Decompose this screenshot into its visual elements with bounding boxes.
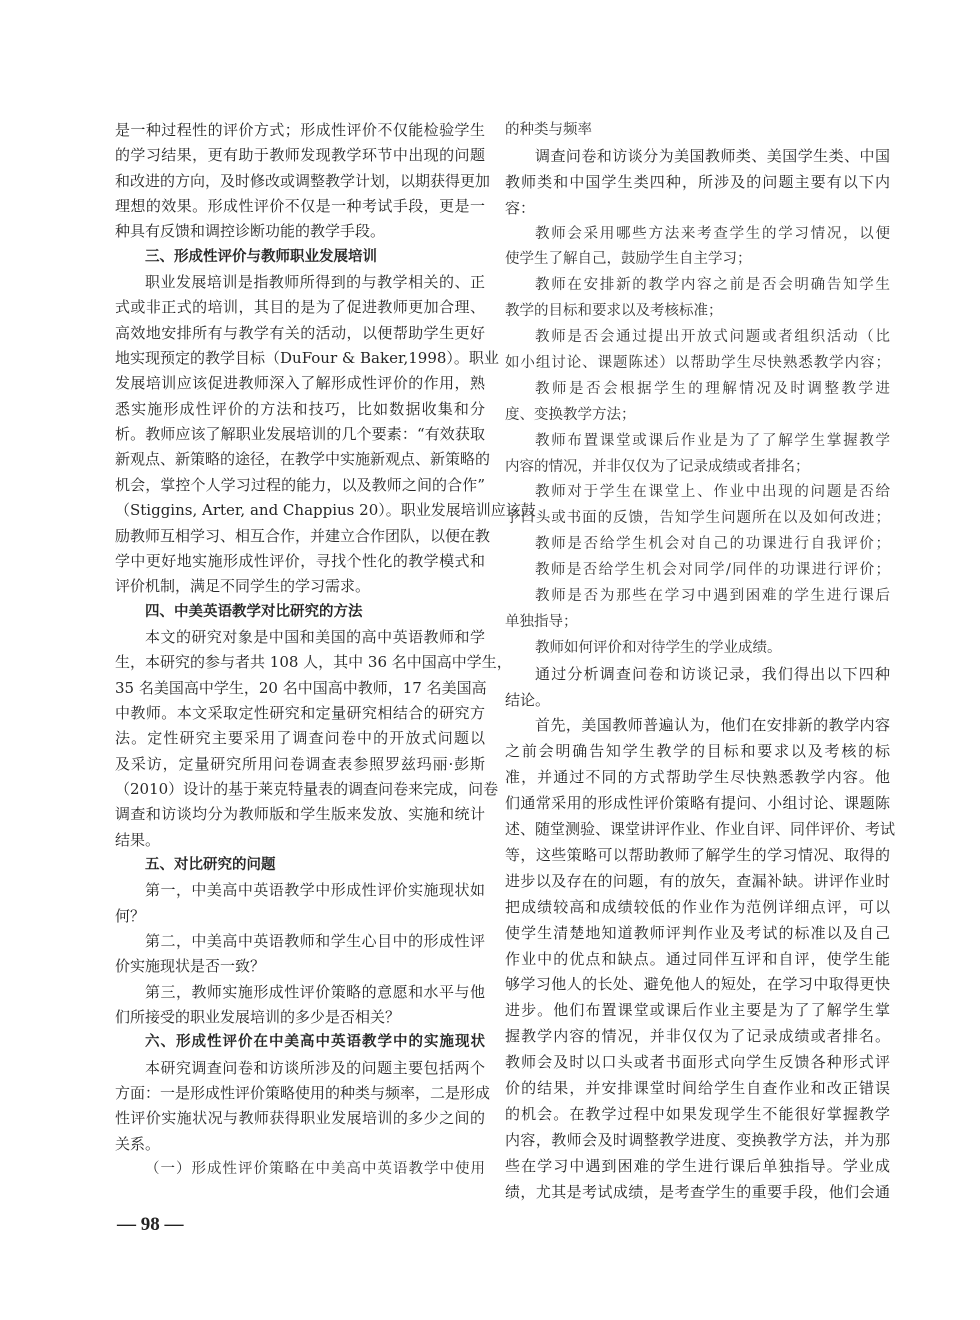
text-line: 式或非正式的培训，其目的是为了促进教师更加合理、 (115, 298, 485, 317)
text-line: 调查问卷和访谈分为美国教师类、美国学生类、中国 (535, 146, 890, 165)
text-line: （2010）设计的基于莱克特量表的调查问卷来完成，问卷 (115, 779, 499, 798)
text-line: 教师是否会根据学生的理解情况及时调整教学进 (535, 380, 890, 397)
text-line: 结果。 (115, 830, 161, 849)
text-line: 何？ (115, 906, 146, 925)
text-line: 第一，中美高中英语教学中形成性评价实施现状如 (145, 881, 485, 900)
section-heading: 五、对比研究的问题 (145, 856, 276, 873)
text-line: 教师是否为那些在学习中遇到困难的学生进行课后 (535, 588, 890, 605)
text-line: 学中更好地实施形成性评价，寻找个性化的教学模式和 (115, 551, 485, 570)
text-line: 度、变换教学方法； (505, 406, 636, 423)
text-line: 教学的目标和要求以及考核标准； (505, 303, 723, 320)
text-line: 通过分析调查问卷和访谈记录，我们得出以下四种 (535, 664, 890, 683)
text-line: 够学习他人的长处、避免他人的短处，在学习中取得更快 (505, 975, 890, 994)
text-line: 容： (505, 198, 536, 217)
text-line: 内容，教师会及时调整教学进度、变换教学方法，并为那 (505, 1130, 890, 1149)
text-line: 首先，美国教师普遍认为，他们在安排新的教学内容 (535, 716, 890, 735)
text-line: 的机会。在教学过程中如果发现学生不能很好掌握教学 (505, 1104, 890, 1123)
text-line: 职业发展培训是指教师所得到的与教学相关的、正 (145, 273, 485, 292)
text-line: 教师如何评价和对待学生的学业成绩。 (535, 639, 782, 656)
text-line: 准，并通过不同的方式帮助学生尽快熟悉教学内容。他 (505, 768, 890, 787)
text-line: 调查和访谈均分为教师版和学生版来发放、实施和统计 (115, 805, 485, 824)
text-line: 法。定性研究主要采用了调查问卷中的开放式问题以 (115, 729, 485, 748)
section-heading: 六、形成性评价在中美高中英语教学中的实施现状 (145, 1034, 485, 1051)
text-line: 们所接受的职业发展培训的多少是否相关？ (115, 1008, 401, 1027)
text-line: 发展培训应该促进教师深入了解形成性评价的作用，熟 (115, 374, 485, 393)
page-number: — 98 — (117, 1214, 184, 1235)
text-line: 教师布置课堂或课后作业是为了了解学生掌握教学 (535, 432, 890, 449)
text-line: 绩，尤其是考试成绩，是考查学生的重要手段，他们会通 (505, 1182, 890, 1201)
text-line: 中教师。本文采取定性研究和定量研究相结合的研究方 (115, 703, 485, 722)
text-line: 机会，掌控个人学习过程的能力，以及教师之间的合作” (115, 475, 485, 494)
text-line: 和改进的方向，及时修改或调整教学计划，以期获得更加 (115, 171, 491, 190)
text-line: 使学生了解自己，鼓励学生自主学习； (505, 251, 752, 268)
text-line: 生，本研究的参与者共 108 人，其中 36 名中国高中学生， (115, 653, 512, 672)
text-line: 教师会采用哪些方法来考查学生的学习情况，以便 (535, 225, 890, 242)
text-line: 教师在安排新的教学内容之前是否会明确告知学生 (535, 277, 890, 294)
text-line: 本文的研究对象是中国和美国的高中英语教师和学 (145, 627, 485, 646)
text-line: 价的结果，并安排课堂时间给学生自查作业和改正错误 (505, 1078, 890, 1097)
text-line: 析。教师应该了解职业发展培训的几个要素：“有效获取 (115, 425, 485, 444)
text-line: 教师会及时以口头或者书面形式向学生反馈各种形式评 (505, 1053, 890, 1072)
text-line: 进步以及存在的问题，有的放矢，查漏补缺。讲评作业时 (505, 871, 890, 890)
text-line: （一）形成性评价策略在中美高中英语教学中使用 (145, 1161, 485, 1178)
section-heading: 四、中美英语教学对比研究的方法 (145, 603, 363, 620)
text-line: 们通常采用的形成性评价策略有提问、小组讨论、课题陈 (505, 794, 890, 813)
text-line: 述、随堂测验、课堂讲评作业、作业自评、同伴评价、考试 (505, 820, 896, 839)
text-line: 第三，教师实施形成性评价策略的意愿和水平与他 (145, 982, 485, 1001)
text-line: 关系。 (115, 1134, 161, 1153)
text-line: 之前会明确告知学生教学的目标和要求以及考核的标 (505, 742, 890, 761)
text-line: 性评价实施状况与教师获得职业发展培训的多少之间的 (115, 1109, 485, 1128)
text-line: 结论。 (505, 690, 551, 709)
text-line: 的种类与频率 (505, 122, 592, 138)
text-line: 是一种过程性的评价方式；形成性评价不仅能检验学生 (115, 121, 485, 139)
text-line: 教师是否会通过提出开放式问题或者组织活动（比 (535, 329, 890, 346)
text-line: 作业中的优点和缺点。通过同伴互评和自评，使学生能 (505, 949, 890, 968)
text-line: 单独指导； (505, 613, 578, 630)
text-line: 悉实施形成性评价的方法和技巧，比如数据收集和分 (115, 399, 485, 418)
text-line: 第二，中美高中英语教师和学生心目中的形成性评 (145, 932, 485, 950)
text-line: 内容的情况，并非仅仅为了记录成绩或者排名； (505, 458, 810, 475)
text-line: 35 名美国高中学生，20 名中国高中教师，17 名美国高 (115, 678, 487, 697)
text-line: 及采访，定量研究所用问卷调查表参照罗兹玛丽·彭斯 (115, 754, 485, 773)
text-line: 握教学内容的情况，并非仅仅为了记录成绩或者排名。 (505, 1027, 890, 1046)
text-line: 价实施现状是否一致？ (115, 957, 266, 976)
text-line: 进步。他们布置课堂或课后作业主要是为了了解学生掌 (505, 1001, 890, 1020)
text-line: 高效地安排所有与教学有关的活动，以便帮助学生更好 (115, 323, 485, 342)
text-line: 予口头或书面的反馈，告知学生问题所在以及如何改进； (505, 510, 890, 527)
text-line: 如小组讨论、课题陈述）以帮助学生尽快熟悉教学内容； (505, 355, 890, 372)
text-line: 教师类和中国学生类四种，所涉及的问题主要有以下内 (505, 172, 890, 191)
text-line: 使学生清楚地知道教师评判作业及考试的标准以及自己 (505, 923, 890, 942)
text-line: 把成绩较高和成绩较低的作业作为范例详细点评，可以 (505, 897, 890, 916)
right-text-column (505, 118, 896, 1205)
text-line: （Stiggins, Arter, and Chappius 20）。职业发展培训应该鼓 (115, 501, 536, 520)
text-line: 本研究调查问卷和访谈所涉及的问题主要包括两个 (145, 1058, 485, 1077)
text-line: 种具有反馈和调控诊断功能的教学手段。 (115, 222, 386, 241)
text-line: 的学习结果，更有助于教师发现教学环节中出现的问题 (115, 146, 485, 165)
text-line: 理想的效果。形成性评价不仅是一种考试手段，更是一 (115, 197, 485, 216)
text-line: 评价机制，满足不同学生的学习需求。 (115, 577, 371, 596)
text-line: 教师对于学生在课堂上、作业中出现的问题是否给 (535, 484, 890, 501)
text-line: 些在学习中遇到困难的学生进行课后单独指导。学业成 (505, 1156, 890, 1175)
section-heading: 三、形成性评价与教师职业发展培训 (145, 248, 377, 265)
text-line: 地实现预定的教学目标（DuFour & Baker,1998）。职业 (115, 349, 499, 368)
text-line: 新观点、新策略的途径，在教学中实施新观点、新策略的 (115, 450, 491, 469)
text-line: 教师是否给学生机会对自己的功课进行自我评价； (535, 536, 890, 553)
text-line: 方面：一是形成性评价策略使用的种类与频率，二是形成 (115, 1084, 491, 1103)
text-line: 等，这些策略可以帮助教师了解学生的学习情况、取得的 (505, 845, 890, 864)
text-line: 教师是否给学生机会对同学/同伴的功课进行评价； (535, 562, 890, 579)
text-line: 励教师互相学习、相互合作，并建立合作团队，以便在教 (115, 526, 491, 545)
